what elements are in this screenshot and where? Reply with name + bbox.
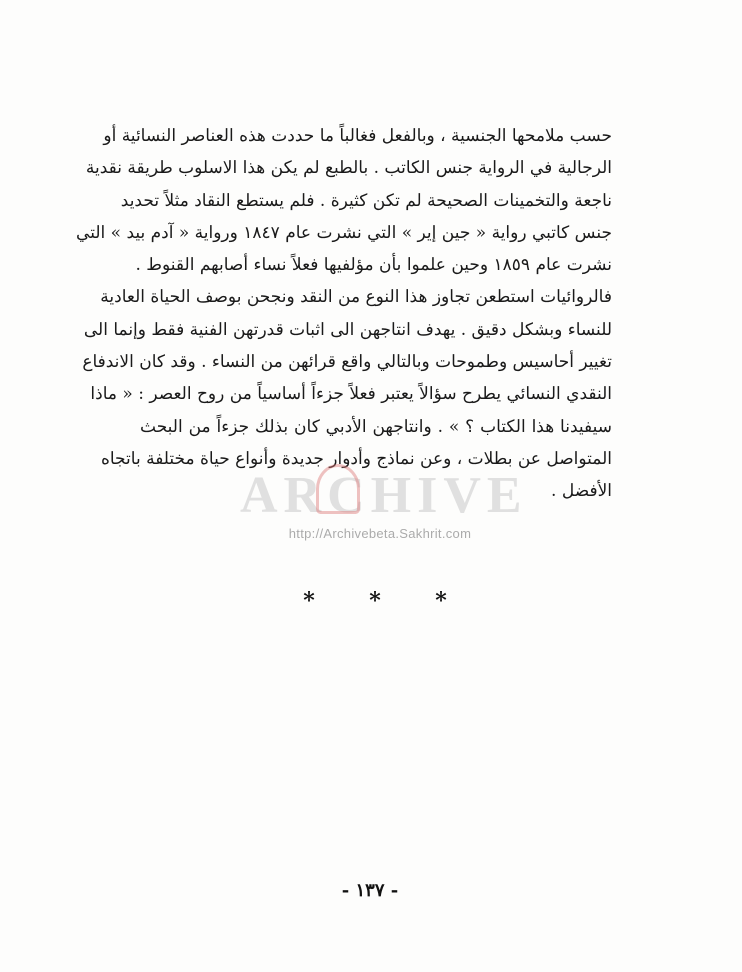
text-line: ناجعة والتخمينات الصحيحة لم تكن كثيرة . فلم يستطع النقاد مثلاً تحديد xyxy=(120,190,612,211)
section-separator xyxy=(300,588,450,614)
text-line: النقدي النسائي يطرح سؤالاً يعتبر فعلاً جزءاً أساسياً من روح العصر : « ماذا xyxy=(90,384,612,405)
text-line: تغيير أحاسيس وطموحات وبالتالي واقع قرائهن من النساء . وقد كان الاندفاع xyxy=(82,352,612,373)
separator-star: * xyxy=(369,588,381,614)
watermark-logo-text: ARCHIVE xyxy=(240,467,528,524)
text-line: سيفيدنا هذا الكتاب ؟ » . وانتاجهن الأدبي كان بذلك جزءاً من البحث xyxy=(140,416,612,437)
page-number: - ١٣٧ - xyxy=(341,880,399,901)
separator-star: * xyxy=(303,588,315,614)
watermark-url: http://Archivebeta.Sakhrit.com xyxy=(288,526,472,541)
body-paragraph xyxy=(76,120,612,508)
text-line: فالروائيات استطعن تجاوز هذا النوع من النقد ونجحن بوصف الحياة العادية xyxy=(100,287,612,308)
text-line: نشرت عام ١٨٥٩ وحين علموا بأن مؤلفيها فعلاً نساء أصابهم القنوط . xyxy=(135,255,612,276)
separator-star: * xyxy=(435,588,447,614)
text-line: جنس كاتبي رواية « جين إير » التي نشرت عام ١٨٤٧ ورواية « آدم بيد » التي xyxy=(76,222,612,243)
text-line: الأفضل . xyxy=(551,481,612,502)
text-line: المتواصل عن بطلات ، وعن نماذج وأدوار جديدة وأنواع حياة مختلفة باتجاه xyxy=(100,448,612,469)
text-line: حسب ملامحها الجنسية ، وبالفعل فغالباً ما حددت هذه العناصر النسائية أو xyxy=(103,126,612,146)
text-line: للنساء وبشكل دقيق . يهدف انتاجهن الى اثبات قدرتهن الفنية فقط وإنما الى xyxy=(83,319,612,340)
text-line: الرجالية في الرواية جنس الكاتب . بالطبع لم يكن هذا الاسلوب طريقة نقدية xyxy=(85,158,612,179)
